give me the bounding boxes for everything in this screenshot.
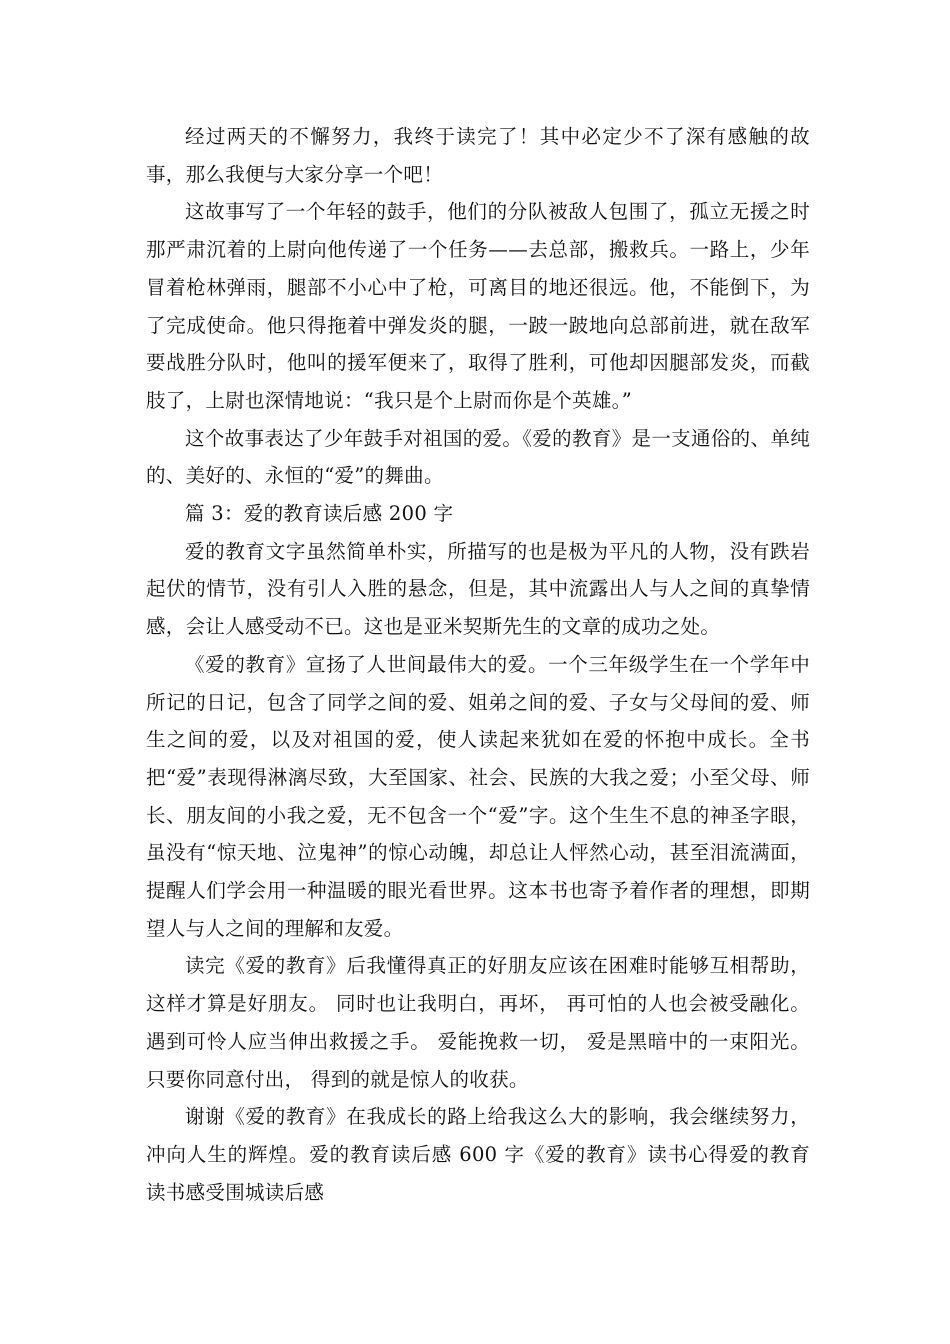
paragraph: 读完《爱的教育》后我懂得真正的好朋友应该在困难时能够互相帮助， 这样才算是好朋友。 同时也让我明白，再坏， 再可怕的人也会被受融化。 遇到可怜人应当伸出救援之手。 爱能挽救一切， 爱是黑暗中的一束阳光。 只要你同意付出， 得到的就是惊人的收获。 [146,954,810,1091]
paragraph: 这故事写了一个年轻的鼓手，他们的分队被敌人包围了，孤立无援之时那严肃沉着的上尉向他传递了一个任务——去总部，搬救兵。一路上，少年冒着枪林弹雨，腿部不小心中了枪，可离目的地还很远。他，不能倒下，为了完成使命。他只得拖着中弹发炎的腿，一跛一跛地向总部前进，就在敌军要战胜分队时，他叫的援军便来了，取得了胜利，可他却因腿部发炎，而截肢了，上尉也深情地说：“我只是个上尉而你是个英雄。” [146,200,810,412]
section-heading: 篇 3：爱的教育读后感 200 字 [185,502,454,526]
paragraph: 爱的教育文字虽然简单朴实，所描写的也是极为平凡的人物，没有跌岩起伏的情节，没有引人入胜的悬念，但是，其中流露出人与人之间的真挚情感，会让人感受动不已。这也是亚米契斯先生的文章的成功之处。 [146,539,810,639]
paragraph: 《爱的教育》宣扬了人世间最伟大的爱。一个三年级学生在一个学年中所记的日记，包含了同学之间的爱、姐弟之间的爱、子女与父母间的爱、师生之间的爱，以及对祖国的爱，使人读起来犹如在爱的怀抱中成长。全书把“爱”表现得淋漓尽致，大至国家、社会、民族的大我之爱；小至父母、师长、朋友间的小我之爱，无不包含一个“爱”字。这个生生不息的神圣字眼，虽没有“惊天地、泣鬼神”的惊心动魄，却总让人怦然心动，甚至泪流满面，提醒人们学会用一种温暖的眼光看世界。这本书也寄予着作者的理想，即期望人与人之间的理解和友爱。 [146,652,810,940]
paragraph: 这个故事表达了少年鼓手对祖国的爱。《爱的教育》是一支通俗的、单纯的、美好的、永恒的“爱”的舞曲。 [146,426,810,488]
paragraph: 经过两天的不懈努力，我终于读完了！其中必定少不了深有感触的故事，那么我便与大家分享一个吧！ [146,125,810,186]
document-body [146,118,810,1211]
paragraph: 谢谢《爱的教育》在我成长的路上给我这么大的影响，我会继续努力，冲向人生的辉煌。爱的教育读后感 600 字《爱的教育》读书心得爱的教育读书感受围城读后感 [146,1105,810,1204]
